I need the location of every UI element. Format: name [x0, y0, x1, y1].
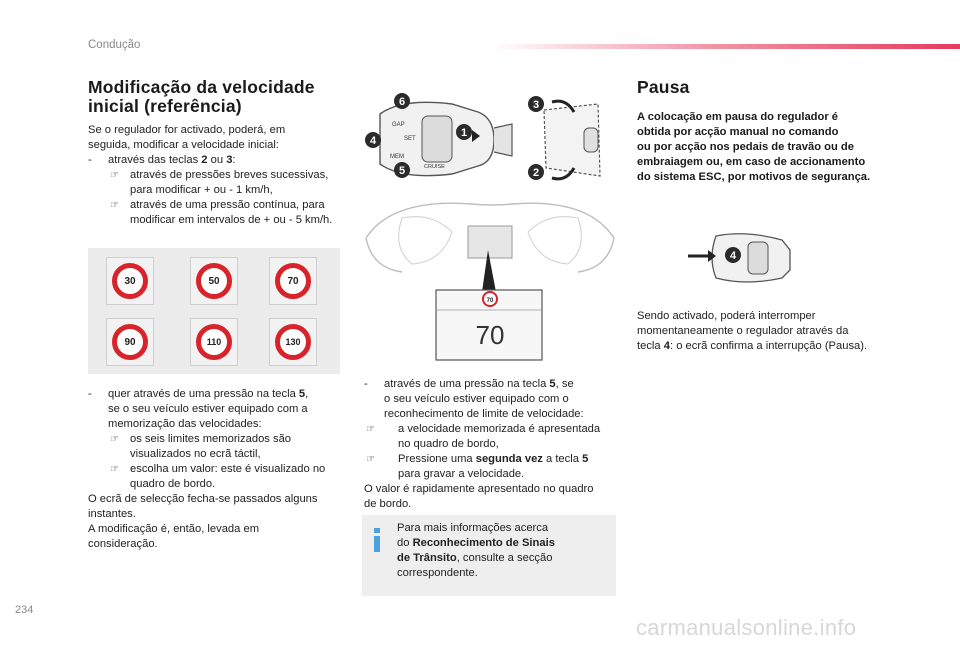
cluster-screen — [468, 226, 512, 258]
speed-sign: 90 — [112, 324, 148, 360]
left-s4-line1: escolha um valor: este é visualizado no — [130, 463, 326, 475]
left-title — [88, 78, 315, 116]
left-sub1-line1: através de pressões breves sucessivas, — [130, 169, 329, 181]
right-intro-line3: ou por acção nos pedais de travão ou de — [637, 141, 854, 153]
left-text-bottom — [88, 387, 350, 552]
left-p1-line1: Se o regulador for activado, poderá, em — [88, 124, 286, 136]
dash-bullet: - — [88, 388, 92, 400]
left-bullet2 — [88, 387, 350, 432]
mem-label: MEM — [390, 154, 404, 160]
info-line2-bold: Reconhecimento de Sinais — [412, 537, 555, 549]
right-intro-line2: obtida por acção manual no comando — [637, 126, 839, 138]
lever-roller — [422, 116, 452, 162]
speed-cell — [190, 318, 238, 366]
info-line3-bold: de Trânsito — [397, 552, 457, 564]
arrow-bullet-icon: ☞ — [366, 424, 375, 435]
middle-sub2 — [364, 452, 618, 482]
right-text — [637, 309, 907, 354]
page-number: 234 — [15, 604, 34, 616]
instrument-cluster-illustration — [362, 198, 618, 366]
left-p2-line2: instantes. — [88, 508, 136, 520]
middle-s2-mid: a tecla — [542, 453, 583, 465]
callout-2-label: 2 — [532, 167, 540, 179]
arrow-bullet-icon: ☞ — [110, 434, 119, 445]
info-line3-post: , consulte a secção — [456, 552, 553, 564]
left-s4-line2: quadro de bordo. — [130, 478, 216, 490]
left-bullet1-post: : — [232, 154, 236, 166]
left-title-line2: inicial (referência) — [88, 96, 242, 116]
cruise-lever-illustration — [362, 88, 618, 190]
left-sub1-line2: para modificar + ou - 1 km/h, — [130, 184, 273, 196]
callout-5-label: 5 — [398, 165, 406, 177]
speed-sign: 30 — [112, 263, 148, 299]
speed-cell — [269, 257, 317, 305]
middle-s1-line1: a velocidade memorizada é apresentada — [398, 423, 601, 435]
left-p2-line1: O ecrã de selecção fecha-se passados alguns — [88, 493, 318, 505]
left-p3-line2: consideração. — [88, 538, 158, 550]
section-label: Condução — [88, 39, 141, 51]
info-line4: correspondente. — [397, 567, 478, 579]
speed-cell — [106, 318, 154, 366]
speed-sign: 110 — [196, 324, 232, 360]
middle-p-line1: O valor é rapidamente apresentado no quadro — [364, 483, 594, 495]
left-sub2-line2: modificar em intervalos de + ou - 5 km/h. — [130, 214, 333, 226]
right-intro-line1: A colocação em pausa do regulador é — [637, 111, 839, 123]
right-p-line2: momentaneamente o regulador através da — [637, 325, 849, 337]
right-intro-line5: do sistema ESC, por motivos de segurança. — [637, 171, 871, 183]
callout-3-label: 3 — [532, 99, 540, 111]
callout-4-pause-label: 4 — [729, 250, 737, 262]
speed-sign: 70 — [275, 263, 311, 299]
left-sub2-line1: através de uma pressão contínua, para — [130, 199, 325, 211]
cruise-label: CRUISE — [424, 164, 445, 170]
callout-6-label: 6 — [398, 96, 406, 108]
left-s3-line2: visualizados no ecrã táctil, — [130, 448, 261, 460]
arrow-bullet-icon: ☞ — [366, 454, 375, 465]
middle-s2-bold: segunda vez — [475, 453, 543, 465]
left-p3-line1: A modificação é, então, levada em — [88, 523, 260, 535]
right-p-line3-post: : o ecrã confirma a interrupção (Pausa). — [669, 340, 868, 352]
left-sub1 — [88, 168, 350, 198]
lever-stalk — [494, 124, 512, 156]
callout-1-label: 1 — [460, 127, 468, 139]
left-text-top — [88, 123, 350, 228]
arrow-bullet-icon: ☞ — [110, 200, 119, 211]
info-line2-pre: do — [397, 537, 413, 549]
left-bullet1-mid: ou — [207, 154, 227, 166]
right-p-line1: Sendo activado, poderá interromper — [637, 310, 816, 322]
left-title-line1: Modificação da velocidade — [88, 77, 315, 97]
callout-4-label: 4 — [369, 135, 377, 147]
middle-p-line2: de bordo. — [364, 498, 412, 510]
speed-memory-panel — [88, 248, 340, 374]
speed-cell — [269, 318, 317, 366]
left-sub2 — [88, 198, 350, 228]
key-4: 4 — [663, 340, 670, 352]
left-sub4 — [88, 462, 350, 492]
right-title: Pausa — [637, 77, 690, 97]
display-speed-value: 70 — [475, 320, 505, 350]
info-text — [397, 521, 609, 581]
middle-s2-pre: Pressione uma — [398, 453, 476, 465]
pause-lever-roller — [748, 242, 768, 274]
right-intro — [637, 110, 907, 185]
left-gauge — [399, 217, 452, 264]
middle-text — [364, 377, 618, 512]
middle-b1-pre: através de uma pressão na tecla — [384, 378, 550, 390]
left-b2-line3: memorização das velocidades: — [108, 418, 262, 430]
left-p1-line2: seguida, modificar a velocidade inicial: — [88, 139, 279, 151]
key-5: 5 — [298, 388, 306, 400]
lever-side-tip — [584, 128, 598, 152]
left-s3-line1: os seis limites memorizados são — [130, 433, 292, 445]
arrow-bullet-icon: ☞ — [110, 170, 119, 181]
left-b2-pre: quer através de uma pressão na tecla — [108, 388, 299, 400]
display-speed-sign-label: 70 — [486, 298, 494, 304]
cluster-left-dial — [366, 238, 402, 272]
watermark: carmanualsonline.info — [636, 615, 857, 640]
speed-cell — [106, 257, 154, 305]
key-5: 5 — [549, 378, 556, 390]
right-p-line3-pre: tecla — [637, 340, 664, 352]
dash-bullet: - — [88, 154, 92, 166]
left-bullet1 — [88, 153, 350, 168]
middle-bullet1 — [364, 377, 618, 422]
key-2: 2 — [201, 154, 208, 166]
middle-sub1 — [364, 422, 618, 452]
middle-s1-line2: no quadro de bordo, — [398, 438, 499, 450]
cluster-right-dial — [578, 238, 614, 272]
middle-b1-line2: o seu veículo estiver equipado com o — [384, 393, 569, 405]
gap-label: GAP — [392, 122, 405, 128]
left-bullet1-pre: através das teclas — [108, 154, 202, 166]
header-accent-bar — [490, 44, 960, 49]
info-icon — [372, 528, 382, 552]
info-line1: Para mais informações acerca — [397, 522, 549, 534]
set-label: SET — [404, 136, 416, 142]
key-3: 3 — [226, 154, 233, 166]
middle-b1-line3: reconhecimento de limite de velocidade: — [384, 408, 584, 420]
speed-sign: 130 — [275, 324, 311, 360]
speed-cell — [190, 257, 238, 305]
dash-bullet: - — [364, 378, 368, 390]
left-sub3 — [88, 432, 350, 462]
right-gauge — [528, 217, 581, 264]
arrow-bullet-icon: ☞ — [110, 464, 119, 475]
middle-s2-line2: para gravar a velocidade. — [398, 468, 525, 480]
left-b2-line2: se o seu veículo estiver equipado com a — [108, 403, 308, 415]
right-intro-line4: embraiagem ou, em caso de accionamento — [637, 156, 866, 168]
key-5: 5 — [582, 453, 589, 465]
middle-b1-post: , se — [555, 378, 574, 390]
pause-lever-illustration — [686, 228, 796, 286]
speed-sign: 50 — [196, 263, 232, 299]
left-b2-post: , — [305, 388, 309, 400]
